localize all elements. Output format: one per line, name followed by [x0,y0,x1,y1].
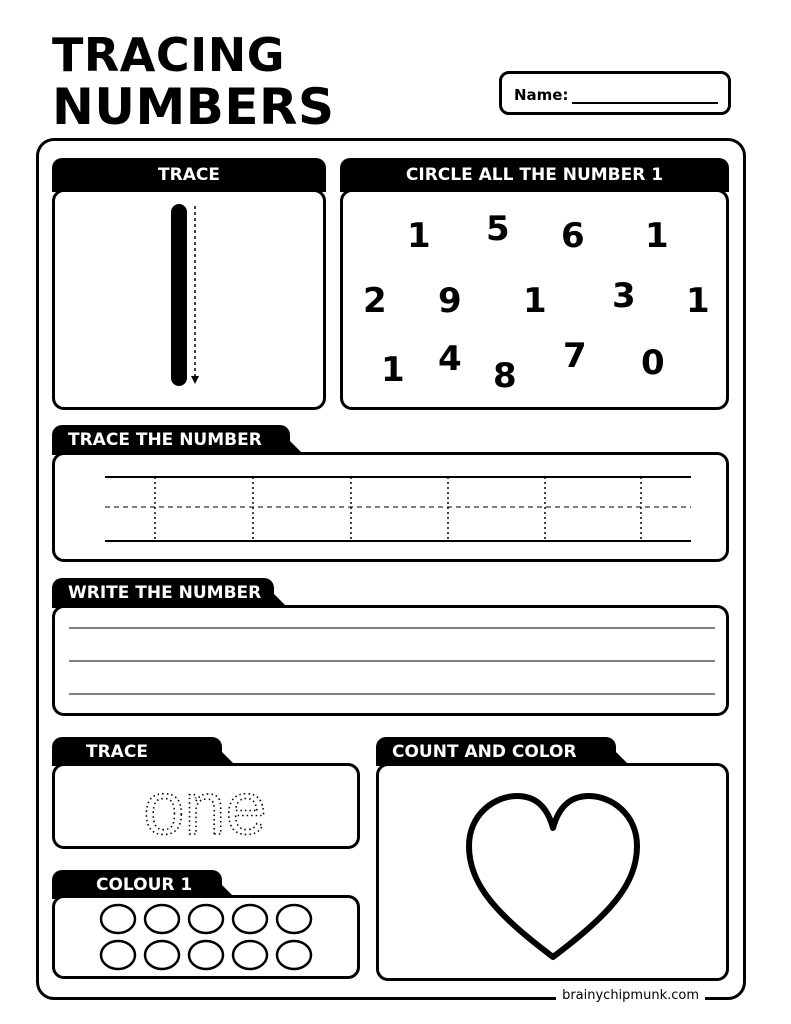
count-color-header [376,737,616,766]
trace-number-panel [52,452,729,562]
circle-number[interactable]: 7 [563,336,587,376]
colour-circle[interactable] [145,905,179,933]
circle-number[interactable]: 3 [612,276,636,316]
write-number-header [52,578,274,608]
heart-icon[interactable] [379,766,726,978]
circle-number[interactable]: 5 [486,209,510,249]
circle-number[interactable]: 4 [438,339,462,379]
trace-word-svg[interactable] [55,766,357,846]
name-label: Name: [514,86,569,104]
trace-word-header [52,737,222,766]
write-number-header-label: WRITE THE NUMBER [68,583,262,603]
colour-header-label: COLOUR 1 [96,874,193,895]
trace-number-header-label: TRACE THE NUMBER [68,430,262,450]
circle-number[interactable]: 6 [561,216,585,256]
colour-panel [52,895,360,979]
trace-word-panel [52,763,360,849]
circle-number[interactable]: 1 [645,216,669,256]
circle-number[interactable]: 1 [523,281,547,321]
title-line-2: NUMBERS [52,78,335,136]
trace-number-lines[interactable] [55,455,726,559]
circle-number[interactable]: 2 [363,281,387,321]
colour-circle[interactable] [101,905,135,933]
colour-circle[interactable] [189,905,223,933]
trace-panel [52,189,326,410]
name-line[interactable] [572,102,718,104]
write-number-panel [52,605,729,716]
trace-header [52,158,326,192]
trace-word-text: one [143,767,267,846]
circle-header-label: CIRCLE ALL THE NUMBER 1 [405,165,664,185]
circle-number[interactable]: 1 [686,281,710,321]
colour-circle[interactable] [101,941,135,969]
write-number-lines[interactable] [55,608,726,713]
circle-header [340,158,729,192]
website-credit: brainychipmunk.com [556,988,705,1003]
circle-number[interactable]: 1 [381,350,405,390]
circle-panel [340,189,729,410]
colour-circle[interactable] [277,941,311,969]
name-box [499,71,731,115]
colour-circle[interactable] [189,941,223,969]
colour-circle[interactable] [233,905,267,933]
count-color-header-label: COUNT AND COLOR [392,741,577,762]
trace-number-header [52,425,290,455]
circle-number[interactable]: 0 [641,343,665,383]
colour-circle[interactable] [145,941,179,969]
colour-circle[interactable] [233,941,267,969]
trace-numeral-one [55,192,323,407]
count-color-panel [376,763,729,981]
colour-circles [55,898,357,976]
trace-word-header-label: TRACE [86,741,148,762]
colour-circle[interactable] [277,905,311,933]
circle-number[interactable]: 9 [438,281,462,321]
circle-number[interactable]: 8 [493,356,517,396]
title-line-1: TRACING [52,28,286,82]
circle-number[interactable]: 1 [407,216,431,256]
trace-header-label: TRACE [158,165,220,185]
